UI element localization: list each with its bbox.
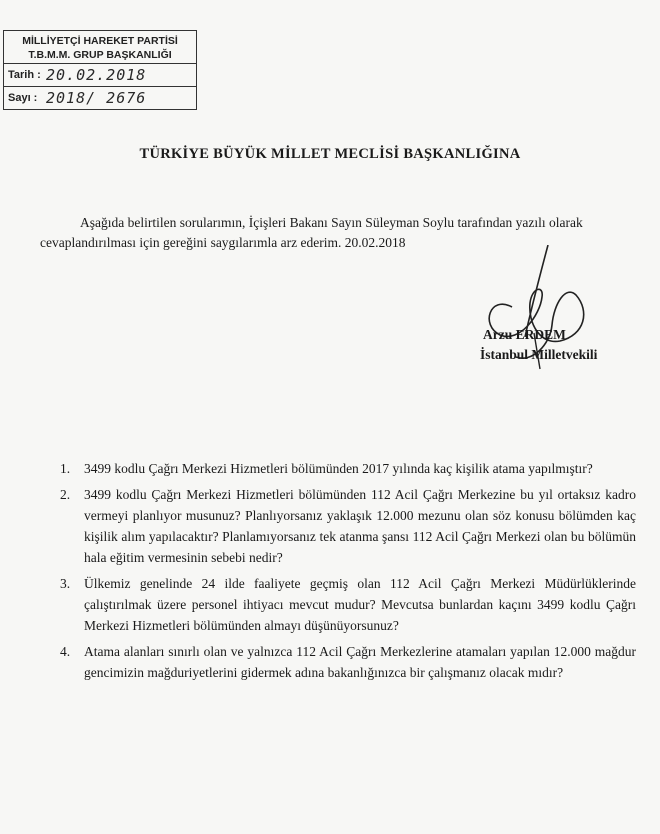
signer-block	[480, 325, 597, 365]
question-number: 1.	[60, 461, 71, 476]
stamp-date-label: Tarih :	[8, 69, 41, 81]
document-title: TÜRKİYE BÜYÜK MİLLET MECLİSİ BAŞKANLIĞINA	[139, 146, 521, 162]
question-item	[60, 458, 636, 479]
question-number: 4.	[60, 644, 71, 659]
question-item	[60, 573, 636, 636]
stamp-number-value: 2018/ 2676	[46, 89, 147, 107]
stamp-line-2: T.B.M.M. GRUP BAŞKANLIĞI	[28, 49, 172, 61]
question-text: Ülkemiz genelinde 24 ilde faaliyete geçmiş olan 112 Acil Çağrı Merkezi Müdürlüklerinde çalıştırılmak üzere personel ihtiyacı mevcut mudur? Mevcutsa bunlardan kaçını 3499 kodlu Çağrı Merkezi Hizmetleri bölümünden almayı düşünüyorsunuz?	[84, 576, 636, 633]
question-text: 3499 kodlu Çağrı Merkezi Hizmetleri bölümünden 112 Acil Çağrı Merkezine bu yıl ortaksız kadro vermeyi planlıyor musunuz? Planlıyorsanız yaklaşık 12.000 mezunu olan söz konusu bölümden kaç kişilik alım yapılacaktır? Planlamıyorsanız tek atanma şansı 112 Acil Çağrı Merkezi olan bu bölümün hala eğitim vermesinin sebebi nedir?	[84, 487, 636, 565]
question-number: 3.	[60, 576, 71, 591]
signer-role: İstanbul Milletvekili	[480, 347, 598, 362]
stamp-date-value: 20.02.2018	[46, 66, 147, 84]
stamp-number-row	[4, 87, 196, 109]
stamp-date-row	[4, 64, 196, 87]
party-stamp	[3, 30, 197, 110]
question-item	[60, 641, 636, 683]
stamp-number-label: Sayı :	[8, 92, 38, 104]
question-text: 3499 kodlu Çağrı Merkezi Hizmetleri bölümünden 2017 yılında kaç kişilik atama yapılmıştır?	[84, 461, 593, 476]
question-list	[60, 458, 636, 688]
question-item	[60, 484, 636, 568]
intro-paragraph: Aşağıda belirtilen sorularımın, İçişleri Bakanı Sayın Süleyman Soylu tarafından yazılı olarak cevaplandırılması için gereğini saygılarımla arz ederim. 20.02.2018	[40, 215, 583, 250]
question-text: Atama alanları sınırlı olan ve yalnızca 112 Acil Çağrı Merkezlerine atamaları yapılan 12.000 mağdur gencimizin mağduriyetlerini gidermek adına bakanlığınızca bir çalışmanız olacak mıdır?	[84, 644, 636, 680]
stamp-line-1: MİLLİYETÇİ HAREKET PARTİSİ	[22, 35, 178, 47]
stamp-header	[4, 31, 196, 64]
signer-name: Arzu ERDEM	[483, 327, 566, 342]
question-number: 2.	[60, 487, 71, 502]
